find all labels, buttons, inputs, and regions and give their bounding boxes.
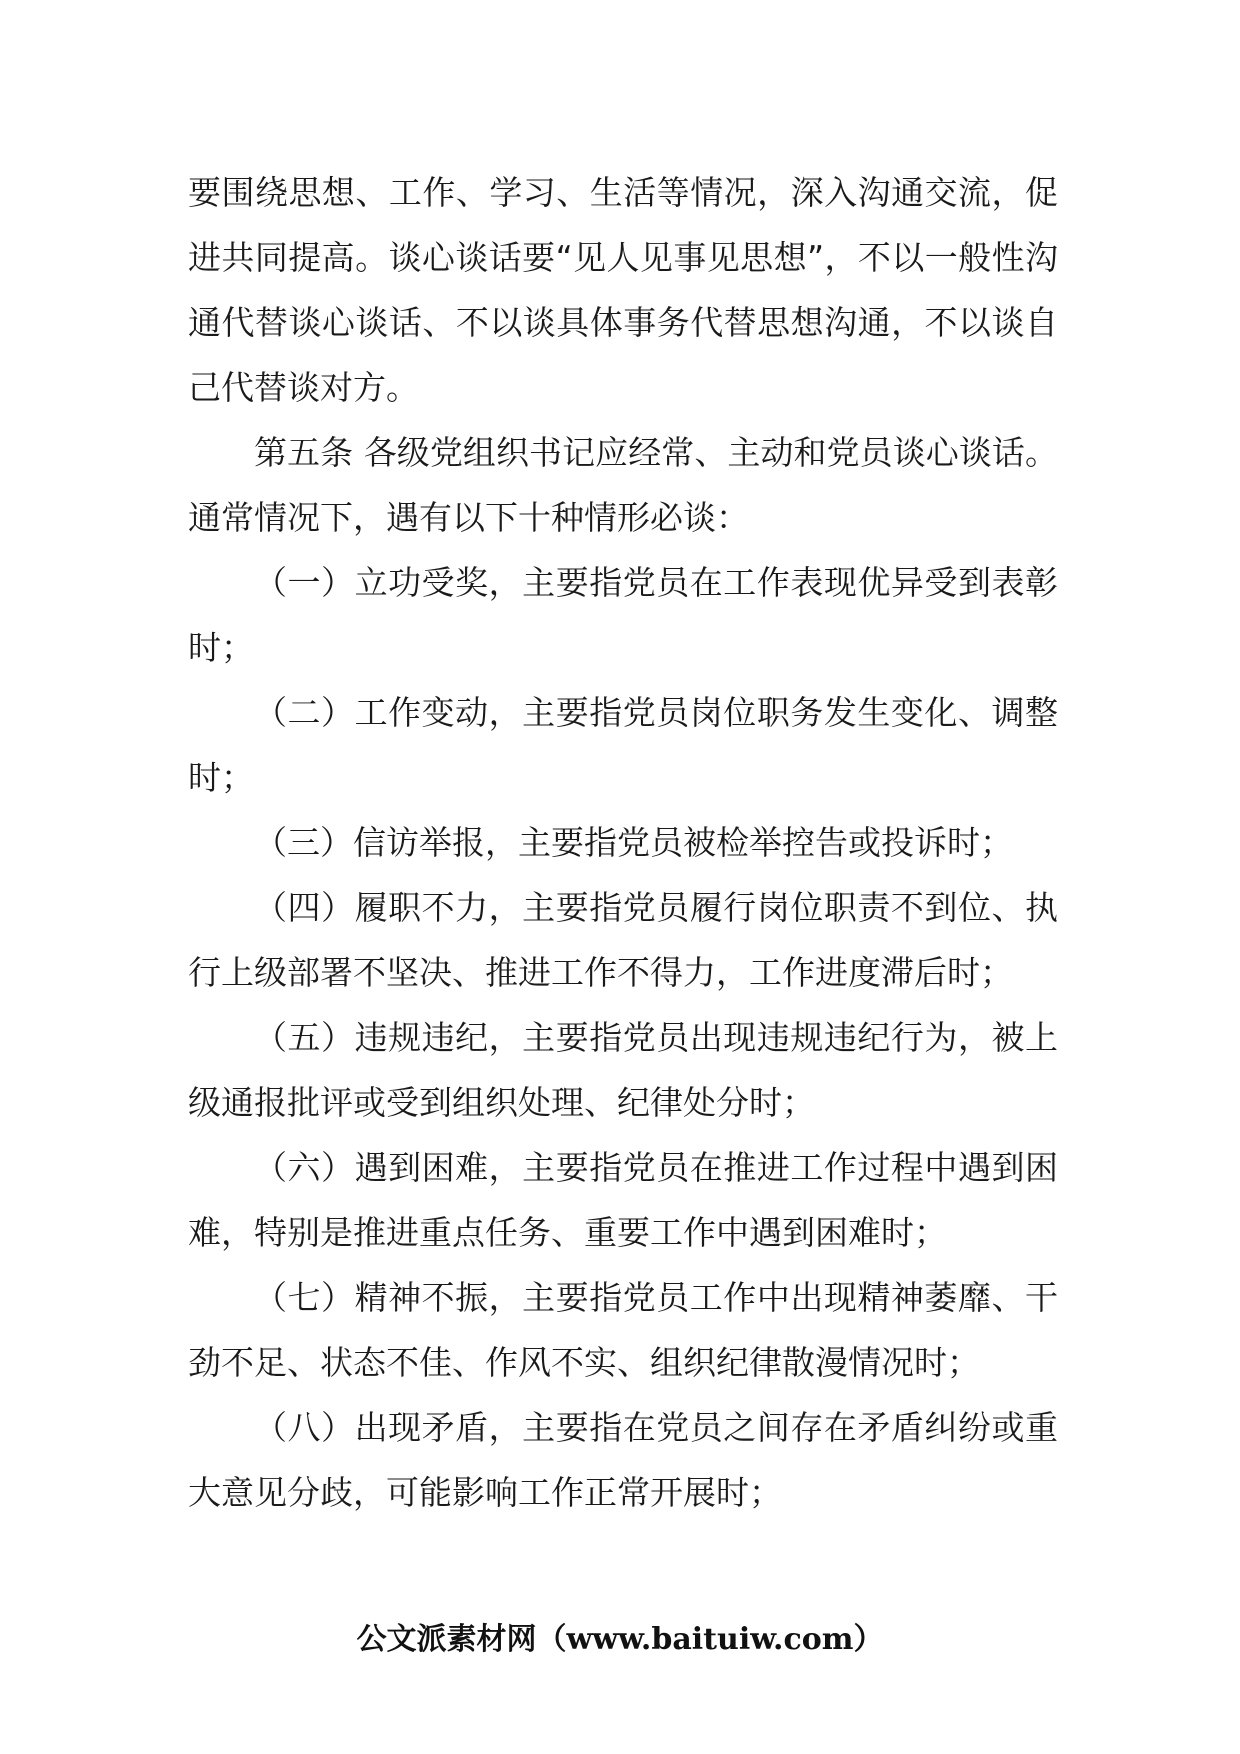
list-item-7: （七）精神不振，主要指党员工作中出现精神萎靡、干劲不足、状态不佳、作风不实、组织纪律散漫情况时； xyxy=(188,1278,1058,1382)
paragraph-1: 要围绕思想、工作、学习、生活等情况，深入沟通交流，促进共同提高。谈心谈话要“见人见事见思想”，不以一般性沟通代替谈心谈话、不以谈具体事务代替思想沟通，不以谈自己代替谈对方。 xyxy=(188,173,1058,407)
list-item-1: （一）立功受奖，主要指党员在工作表现优异受到表彰时； xyxy=(188,563,1058,667)
paragraph-article-5: 第五条 各级党组织书记应经常、主动和党员谈心谈话。通常情况下，遇有以下十种情形必谈： xyxy=(188,433,1058,537)
footer-watermark: 公文派素材网（www.baituiw.com） xyxy=(356,1622,884,1657)
list-item-5: （五）违规违纪，主要指党员出现违规违纪行为，被上级通报批评或受到组织处理、纪律处分时； xyxy=(188,1018,1058,1122)
list-item-3: （三）信访举报，主要指党员被检举控告或投诉时； xyxy=(254,823,1013,862)
list-item-2: （二）工作变动，主要指党员岗位职务发生变化、调整时； xyxy=(188,693,1058,797)
list-item-6: （六）遇到困难，主要指党员在推进工作过程中遇到困难，特别是推进重点任务、重要工作中遇到困难时； xyxy=(188,1148,1058,1252)
list-item-4: （四）履职不力，主要指党员履行岗位职责不到位、执行上级部署不坚决、推进工作不得力，工作进度滞后时； xyxy=(188,888,1058,992)
list-item-8: （八）出现矛盾，主要指在党员之间存在矛盾纠纷或重大意见分歧，可能影响工作正常开展时； xyxy=(188,1408,1058,1512)
document-body xyxy=(188,160,1058,1525)
